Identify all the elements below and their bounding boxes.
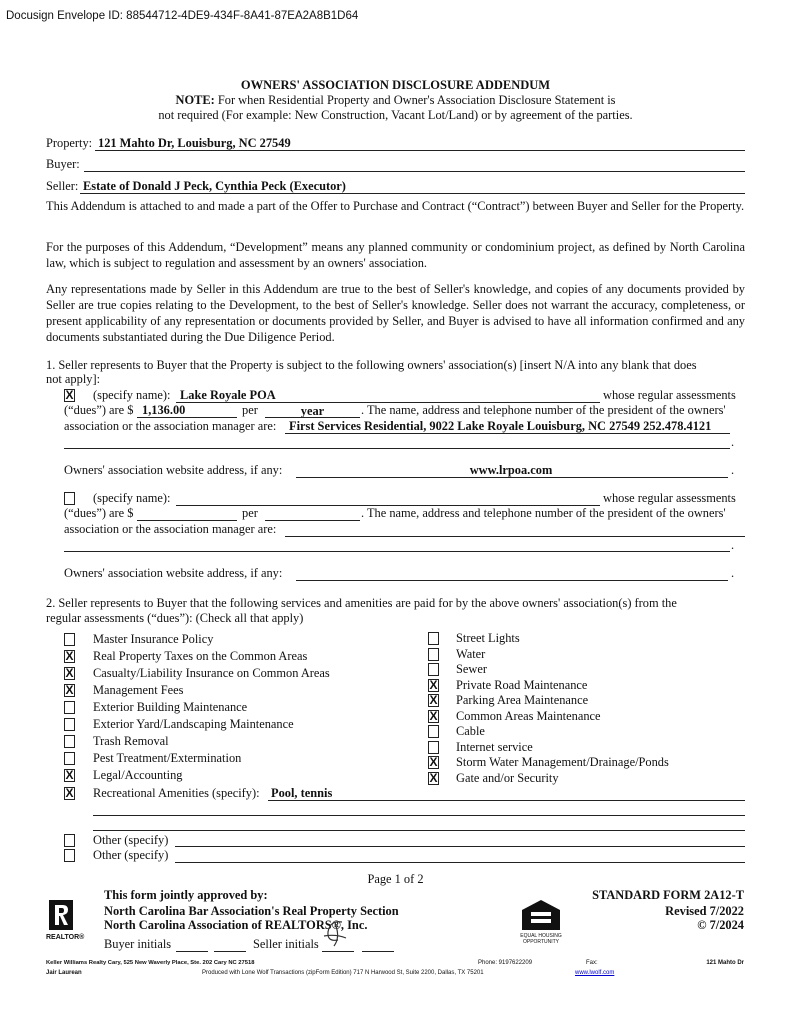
seller-initials-signature-icon: [316, 916, 356, 954]
seller-initials-field-2[interactable]: [362, 951, 394, 952]
amenities_right-label: Water: [456, 646, 486, 661]
amenities_left-checkbox[interactable]: X: [65, 649, 74, 663]
form-name: STANDARD FORM 2A12-T: [592, 888, 744, 902]
assoc1-website-field[interactable]: www.lrpoa.com: [469, 463, 553, 477]
equal-housing-icon: [518, 898, 564, 938]
recreational-checkbox[interactable]: X: [65, 786, 74, 800]
section2-line-2: regular assessments (“dues”): (Check all that apply): [46, 611, 304, 625]
lwolf-link[interactable]: www.lwolf.com: [575, 970, 615, 976]
amenities_right-checkbox[interactable]: [428, 741, 439, 754]
amenities_right-label: Private Road Maintenance: [456, 677, 588, 692]
assoc1-per-field[interactable]: year: [300, 404, 325, 418]
buyer-initials-field-1[interactable]: [176, 951, 208, 952]
amenities_right-label: Internet service: [456, 739, 533, 754]
section1-line-1: 1. Seller represents to Buyer that the Property is subject to the following owners' association(s) [insert N/A into any blank that does: [46, 358, 697, 372]
amenities_left-label: Real Property Taxes on the Common Areas: [93, 649, 308, 663]
note-line-1: [0, 93, 791, 108]
form-revised: Revised 7/2022: [665, 904, 744, 918]
assoc1-manager-line-2: [64, 448, 730, 449]
assoc1-whose-label: whose regular assessments: [603, 388, 736, 402]
other2-line[interactable]: [175, 862, 745, 863]
amenities_right-checkbox[interactable]: X: [429, 677, 438, 692]
realtor-logo-icon: [49, 900, 73, 930]
assoc1-website-label: Owners' association website address, if any:: [64, 463, 283, 477]
assoc1-manager-label: association or the association manager are:: [64, 419, 277, 433]
assoc2-dues-label: (“dues”) are $: [64, 506, 134, 520]
assoc2-manager-line-2: [64, 551, 730, 552]
amenities_right-label: Sewer: [456, 662, 487, 676]
amenities_right-checkbox[interactable]: X: [429, 770, 438, 785]
buyer-initials-label: Buyer initials: [104, 937, 172, 951]
buyer-label: Buyer:: [46, 157, 80, 171]
assoc2-checkbox[interactable]: [64, 492, 75, 505]
property-label: Property:: [46, 136, 93, 150]
assoc1-checkbox[interactable]: X: [65, 388, 74, 402]
assoc1-dues-label: (“dues”) are $: [64, 403, 134, 417]
buyer-line: [84, 171, 745, 172]
amenities_right-label: Street Lights: [456, 631, 520, 645]
amenities_right-checkbox[interactable]: X: [429, 693, 438, 707]
assoc1-manager-field[interactable]: First Services Residential, 9022 Lake Royale Louisburg, NC 27549 252.478.4121: [289, 419, 712, 433]
other2-checkbox[interactable]: [64, 849, 75, 862]
amenities_right-checkbox[interactable]: [428, 725, 439, 738]
representations-paragraph: Any representations made by Seller in this Addendum are true to the best of Seller's knowledge, and copies of any documents provided by Seller are true copies relating to the Development, to the best of Seller's knowledge. Seller does not warrant the accuracy, completeness, or present applicability of any representation or documents provided by Seller, and Buyer is advised to have all information confirmed and any documents substantiated during the Due Diligence Period.: [46, 282, 745, 344]
broker-fax: Fax:: [586, 960, 598, 966]
footer-approved: This form jointly approved by:: [104, 888, 268, 902]
amenities_left-label: Casualty/Liability Insurance on Common Areas: [93, 666, 330, 680]
page-title: OWNERS' ASSOCIATION DISCLOSURE ADDENDUM: [240, 78, 551, 92]
assoc2-manager-line[interactable]: [285, 536, 745, 537]
envelope-id: Docusign Envelope ID: 88544712-4DE9-434F-8A41-87EA2A8B1D64: [6, 10, 359, 22]
recreational-field[interactable]: Pool, tennis: [271, 786, 333, 800]
period-4: .: [731, 566, 735, 580]
amenities_right-checkbox[interactable]: X: [429, 708, 438, 723]
assoc2-per-line[interactable]: [265, 520, 360, 521]
period-2: .: [731, 463, 735, 477]
property-line: [95, 150, 745, 151]
amenities_left-checkbox[interactable]: [64, 735, 75, 748]
note-label: NOTE:: [175, 93, 215, 107]
seller-line: [80, 193, 745, 194]
amenities_right-checkbox[interactable]: [428, 632, 439, 645]
amenities_left-label: Master Insurance Policy: [93, 632, 214, 646]
amenities_left-checkbox[interactable]: [64, 701, 75, 714]
assoc1-specify-label: (specify name):: [93, 388, 171, 402]
assoc2-dues-line[interactable]: [137, 520, 237, 521]
equal-housing-text: EQUAL HOUSING OPPORTUNITY: [520, 933, 562, 945]
amenities_left-label: Pest Treatment/Extermination: [93, 751, 242, 765]
assoc2-website-line[interactable]: [296, 580, 728, 581]
amenities_right-checkbox[interactable]: X: [429, 755, 438, 769]
assoc1-president-text: . The name, address and telephone number of the president of the owners': [361, 403, 726, 417]
amenities_left-checkbox[interactable]: [64, 752, 75, 765]
amenities_right-label: Common Areas Maintenance: [456, 708, 601, 723]
realtor-mark: REALTOR®: [46, 934, 85, 941]
other1-line[interactable]: [175, 846, 745, 847]
assoc1-manager-line: [285, 433, 730, 434]
assoc1-dues-field[interactable]: 1,136.00: [142, 403, 186, 417]
document-name: 121 Mahto Dr: [706, 960, 744, 966]
amenities_right-checkbox[interactable]: [428, 648, 439, 661]
amenities_left-label: Trash Removal: [93, 734, 169, 748]
note-line-2: not required (For example: New Construction, Vacant Lot/Land) or by agreement of the parties.: [158, 108, 633, 122]
amenities_left-label: Exterior Yard/Landscaping Maintenance: [93, 717, 294, 731]
footer-realtors-association: North Carolina Association of REALTORS®, Inc.: [104, 918, 368, 932]
recreational-line: [268, 800, 745, 801]
assoc2-manager-label: association or the association manager are:: [64, 522, 277, 536]
recreational-label: Recreational Amenities (specify):: [93, 786, 260, 800]
section2-line-1: 2. Seller represents to Buyer that the following services and amenities are paid for by the above owners' association(s) from the: [46, 596, 677, 610]
broker-line: Keller Williams Realty Cary, 525 New Waverly Place, Ste. 202 Cary NC 27518: [46, 960, 255, 966]
amenities_left-checkbox[interactable]: X: [65, 683, 74, 697]
seller-label: Seller:: [46, 179, 79, 193]
development-paragraph: For the purposes of this Addendum, “Development” means any planned community or condominium project, as defined by North Carolina law, which is subject to regulation and assessment by an owners' association.: [46, 240, 745, 270]
period-3: .: [731, 538, 735, 552]
section1-line-2: not apply]:: [46, 372, 101, 386]
assoc1-per-line: [265, 417, 360, 418]
recreational-line-3: [93, 830, 745, 831]
broker-phone: Phone: 9197622209: [478, 960, 533, 966]
amenities_left-label: Management Fees: [93, 683, 184, 697]
property-field[interactable]: 121 Mahto Dr, Louisburg, NC 27549: [98, 136, 291, 150]
seller-field[interactable]: Estate of Donald J Peck, Cynthia Peck (Executor): [83, 179, 346, 193]
assoc2-president-text: . The name, address and telephone number of the president of the owners': [361, 506, 726, 520]
amenities_left-checkbox[interactable]: X: [65, 666, 74, 680]
amenities_left-label: Legal/Accounting: [93, 768, 183, 782]
amenities_right-label: Storm Water Management/Drainage/Ponds: [456, 755, 669, 769]
other2-label: Other (specify): [93, 848, 169, 862]
other1-label: Other (specify): [93, 833, 169, 847]
amenities_right-label: Gate and/or Security: [456, 770, 559, 785]
addendum-paragraph: This Addendum is attached to and made a part of the Offer to Purchase and Contract (“Contract”) between Buyer and Seller for the Property.: [46, 199, 745, 213]
assoc1-website-line: [296, 477, 728, 478]
amenities_left-checkbox[interactable]: X: [65, 768, 74, 782]
period-1: .: [731, 435, 735, 449]
assoc2-per-label: per: [242, 506, 258, 520]
assoc1-dues-line: [137, 417, 237, 418]
footer-bar-association: North Carolina Bar Association's Real Property Section: [104, 904, 399, 918]
producer-line: Produced with Lone Wolf Transactions (zipForm Edition) 717 N Harwood St, Suite 2200, Dallas, TX 75201: [202, 970, 484, 976]
assoc2-specify-label: (specify name):: [93, 491, 171, 505]
other1-checkbox[interactable]: [64, 834, 75, 847]
amenities_right-label: Cable: [456, 724, 485, 738]
assoc2-website-label: Owners' association website address, if any:: [64, 566, 283, 580]
assoc1-name-field[interactable]: Lake Royale POA: [180, 388, 276, 402]
amenities_right-checkbox[interactable]: [428, 663, 439, 676]
form-copyright: © 7/2024: [697, 918, 744, 932]
recreational-line-2: [93, 815, 745, 816]
amenities_right-label: Parking Area Maintenance: [456, 693, 589, 707]
amenities_left-checkbox[interactable]: [64, 633, 75, 646]
assoc1-per-label: per: [242, 403, 258, 417]
seller-initials-label: Seller initials: [253, 937, 319, 951]
agent-name: Jair Laurean: [46, 970, 82, 976]
assoc2-whose-label: whose regular assessments: [603, 491, 736, 505]
page-number: Page 1 of 2: [367, 872, 424, 886]
amenities_left-checkbox[interactable]: [64, 718, 75, 731]
buyer-initials-field-2[interactable]: [214, 951, 246, 952]
amenities_left-label: Exterior Building Maintenance: [93, 700, 248, 714]
note-text-1: For when Residential Property and Owner's Association Disclosure Statement is: [217, 93, 616, 107]
